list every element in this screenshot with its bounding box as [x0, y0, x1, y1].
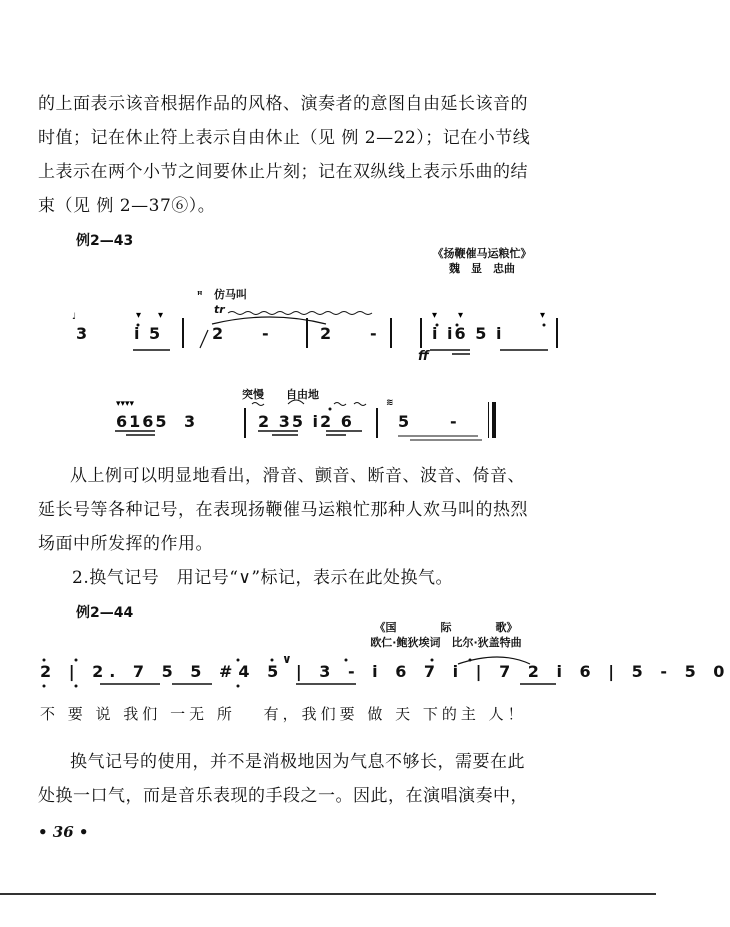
annotation: 突慢 — [242, 388, 264, 401]
barline — [420, 318, 422, 348]
paragraph-line: 时值；记在休止符上表示自由休止（见 例 2—22）；记在小节线 — [38, 128, 531, 148]
barline — [182, 318, 184, 348]
song-title: 《扬鞭催马运粮忙》 — [432, 247, 532, 260]
note: 2 — [320, 324, 334, 343]
example-label: 例2—44 — [76, 605, 134, 621]
paragraph-line: 束（见 例 2—37⑥）。 — [38, 196, 216, 216]
example-source — [338, 620, 554, 650]
song-title: 《国 际 歌》 — [374, 621, 518, 634]
note: - — [262, 324, 271, 343]
grace-mark: ♩ — [72, 312, 77, 322]
note: - — [450, 412, 459, 431]
note: 2 35 i2 6 — [258, 412, 354, 431]
paragraph-line: 延长号等各种记号，在表现扬鞭催马运粮忙那种人欢马叫的热烈 — [38, 500, 528, 520]
svg-text:▾: ▾ — [458, 310, 464, 321]
annotation: 仿马叫 — [214, 288, 247, 301]
authors: 欧仁·鲍狄埃词 比尔·狄盖特曲 — [370, 636, 522, 649]
final-barline — [492, 402, 496, 438]
grace-mark: ꟸ — [197, 291, 203, 301]
grace-mark: ≋ — [386, 398, 394, 408]
note: 6165 — [116, 412, 169, 431]
melody-notes: 2 | 2. 7 5 5 #4 5 | 3 - i 6 7 i | 7 2 i 6 | 5 - 5 0 — [40, 662, 730, 681]
note: 3 — [76, 324, 90, 343]
trill-mark: tr — [214, 303, 225, 316]
svg-text:▾: ▾ — [136, 310, 142, 321]
paragraph-line: 上表示在两个小节之间要休止片刻；记在双纵线上表示乐曲的结 — [38, 162, 528, 182]
example-source — [412, 246, 552, 276]
barline — [390, 318, 392, 348]
paragraph-line: 处换一口气，而是音乐表现的手段之一。因此，在演唱演奏中， — [38, 786, 528, 806]
paragraph-line: 的上面表示该音根据作品的风格、演奏者的意图自由延长该音的 — [38, 94, 528, 114]
barline — [376, 408, 378, 438]
paragraph-line: 场面中所发挥的作用。 — [38, 534, 213, 554]
barline — [488, 402, 489, 438]
breath-mark: ∨ — [282, 652, 292, 666]
note: 5 — [398, 412, 412, 431]
paragraph-line: 从上例可以明显地看出，滑音、颤音、断音、波音、倚音、 — [70, 466, 525, 486]
paragraph-line: 换气记号的使用，并不是消极地因为气息不够长，需要在此 — [70, 752, 525, 772]
svg-text:▾: ▾ — [540, 310, 546, 321]
dynamic-mark: ff — [418, 349, 429, 364]
barline — [306, 318, 308, 348]
example-label: 例2—43 — [76, 233, 134, 249]
note: 2 — [212, 324, 226, 343]
svg-text:▾: ▾ — [158, 310, 164, 321]
composer: 魏 显 忠曲 — [449, 262, 515, 275]
page-number: • 36 • — [38, 823, 89, 841]
note: - — [370, 324, 379, 343]
annotation: 自由地 — [286, 388, 319, 401]
lyrics: 不 要 说 我们 一无 所 有，我们要 做 天 下的主 人！ — [40, 705, 527, 723]
bottom-rule — [0, 893, 656, 895]
barline — [556, 318, 558, 348]
barline — [244, 408, 246, 438]
note: i i6 5 i — [432, 324, 504, 343]
note: i 5 — [134, 324, 163, 343]
svg-text:▾▾▾▾: ▾▾▾▾ — [116, 399, 135, 409]
paragraph-heading: 2.换气记号 用记号“∨”标记，表示在此处换气。 — [72, 568, 454, 588]
note: 3 — [184, 412, 198, 431]
svg-text:▾: ▾ — [432, 310, 438, 321]
